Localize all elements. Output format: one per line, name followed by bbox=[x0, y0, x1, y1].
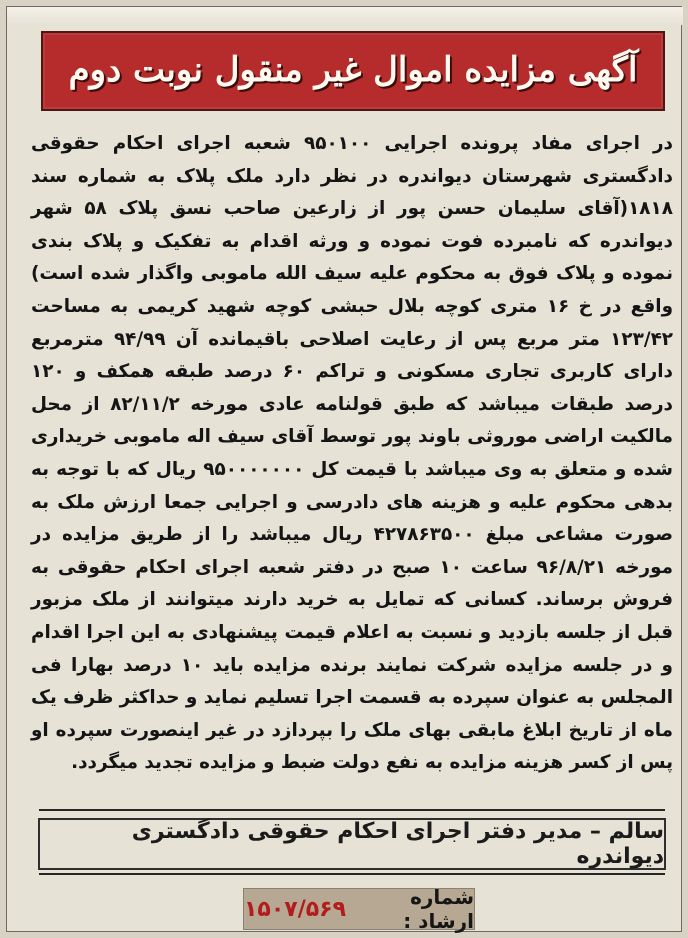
signature-top-divider bbox=[39, 809, 665, 811]
newspaper-notice bbox=[6, 6, 682, 932]
registration-number-label: شماره ارشاد : bbox=[403, 885, 474, 933]
signature-bottom-divider bbox=[39, 873, 665, 875]
notice-title: آگهی مزایده اموال غیر منقول نوبت دوم bbox=[68, 50, 638, 91]
registration-number-box bbox=[243, 885, 475, 933]
signature-box bbox=[38, 818, 666, 870]
notice-header bbox=[41, 31, 665, 111]
signature-text: سالم – مدیر دفتر اجرای احکام حقوقی دادگستری دیواندره bbox=[131, 819, 664, 869]
notice-body-text: در اجرای مفاد پرونده اجرایی ۹۵۰۱۰۰ شعبه اجرای احکام حقوقی دادگستری شهرستان دیواندره در نظر دارد ملک پلاک به شماره سند ۱۸۱۸(آقای سلیمان حسن پور از زارعین صاحب نسق پلاک ۵۸ شهر دیواندره که نامبرده فوت نموده و ورثه اقدام به تفکیک و پلاک بندی نموده و پلاک فوق به محکوم علیه سیف الله ماموبی واگذار شده است) واقع در خ ۱۶ متری کوچه بلال حبشی کوچه شهید کریمی به مساحت ۱۲۳/۴۲ متر مربع پس از رعایت اصلاحی باقیمانده آن ۹۴/۹۹ مترمربع دارای کاربری تجاری مسکونی و تراکم ۶۰ درصد طبقه همکف و ۱۲۰ درصد طبقات میباشد که طبق قولنامه عادی مورخه ۸۲/۱۱/۲ از محل مالکیت اراضی موروثی باوند پور توسط آقای سیف اله ماموبی خریداری شده و متعلق به وی میباشد با قیمت کل ۹۵۰۰۰۰۰۰۰ ریال که با توجه به بدهی محکوم علیه و هزینه های دادرسی و اجرایی جمعا ارزش ملک به صورت مشاعی مبلغ ۴۲۷۸۶۳۵۰۰ ریال میباشد را از طریق مزایده در مورخه ۹۶/۸/۲۱ ساعت ۱۰ صبح در دفتر شعبه اجرای احکام حقوقی به فروش برساند. کسانی که تمایل به خرید دارند میتوانند از ملک مزبور قبل از جلسه بازدید و نسبت به اعلام قیمت پیشنهادی به این اجرا اقدام و در جلسه مزایده شرکت نمایند برنده مزایده باید ۱۰ درصد بهارا فی المجلس به عنوان سپرده به قسمت اجرا تسلیم نماید و حداکثر ظرف یک ماه از تاریخ ابلاغ مابقی بهای ملک را بپردازد در غیر اینصورت سپرده او پس از کسر هزینه مزایده به نفع دولت ضبط و مزایده تجدید میگردد. bbox=[31, 133, 674, 774]
registration-number-line bbox=[244, 885, 474, 933]
registration-number-value: ۱۵۰۷/۵۶۹ bbox=[244, 896, 347, 922]
top-paper-edge bbox=[7, 7, 683, 25]
